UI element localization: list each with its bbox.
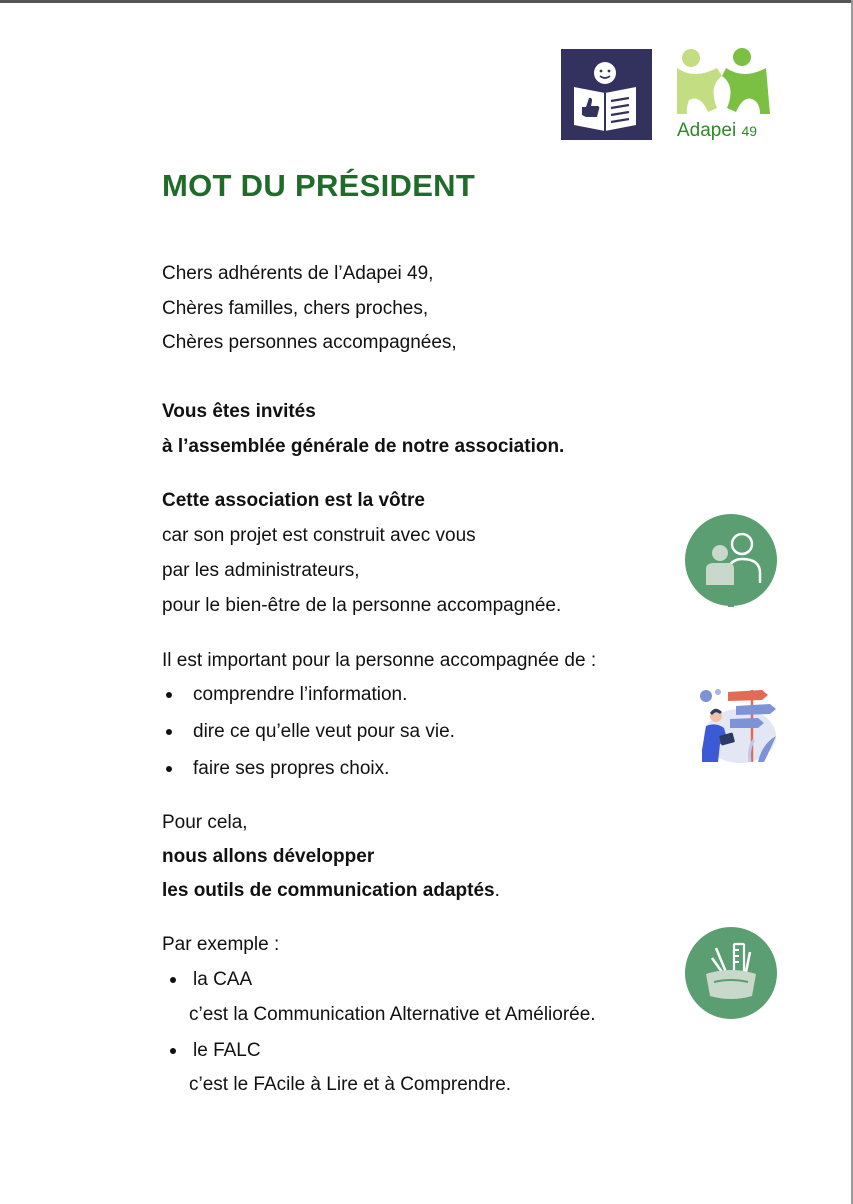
- easy-read-icon: [561, 49, 652, 140]
- important-item: dire ce qu’elle veut pour sa vie.: [193, 721, 455, 742]
- tools-intro: Pour cela,: [162, 812, 248, 833]
- tools-bold-line: nous allons développer: [162, 846, 375, 867]
- easy-read-logo: [561, 49, 652, 140]
- greeting-line: Chères personnes accompagnées,: [162, 332, 457, 353]
- example-term: la CAA: [193, 969, 253, 990]
- tools-bold-text: les outils de communication adaptés: [162, 880, 495, 901]
- adapei-people-icon: [674, 48, 774, 120]
- example-term: le FALC: [193, 1040, 261, 1061]
- important-item: comprendre l’information.: [193, 684, 408, 705]
- adapei-number: 49: [741, 123, 758, 139]
- bullet-dot: [166, 766, 172, 772]
- tools-line: [162, 880, 500, 902]
- important-intro: Il est important pour la personne accompagnée de :: [162, 650, 597, 671]
- association-line: car son projet est construit avec vous: [162, 525, 476, 546]
- bullet-dot: [166, 692, 172, 698]
- adapei-wordmark: [677, 120, 757, 142]
- adapei-name: Adapei: [677, 120, 737, 141]
- tools-period: .: [494, 880, 500, 901]
- invitation-line: Vous êtes invités: [162, 401, 316, 422]
- example-definition: c’est la Communication Alternative et Améliorée.: [189, 1004, 596, 1025]
- pencil-pot-icon: [684, 926, 778, 1025]
- person-signpost-icon: [690, 684, 780, 771]
- bullet-dot: [166, 729, 172, 735]
- greeting-line: Chers adhérents de l’Adapei 49,: [162, 263, 434, 284]
- greeting-line: Chères familles, chers proches,: [162, 298, 429, 319]
- bullet-dot: [170, 1048, 176, 1054]
- important-item: faire ses propres choix.: [193, 758, 390, 779]
- bullet-dot: [170, 977, 176, 983]
- page-top-border: [0, 0, 853, 3]
- page-title: MOT DU PRÉSIDENT: [162, 168, 476, 203]
- people-meeting-icon: [684, 513, 778, 612]
- examples-intro: Par exemple :: [162, 934, 280, 955]
- adapei-logo: [674, 48, 774, 148]
- association-line: par les administrateurs,: [162, 560, 360, 581]
- invitation-line: à l’assemblée générale de notre association.: [162, 436, 565, 457]
- example-definition: c’est le FAcile à Lire et à Comprendre.: [189, 1074, 512, 1095]
- association-heading: Cette association est la vôtre: [162, 490, 425, 511]
- association-line: pour le bien-être de la personne accompagnée.: [162, 595, 562, 616]
